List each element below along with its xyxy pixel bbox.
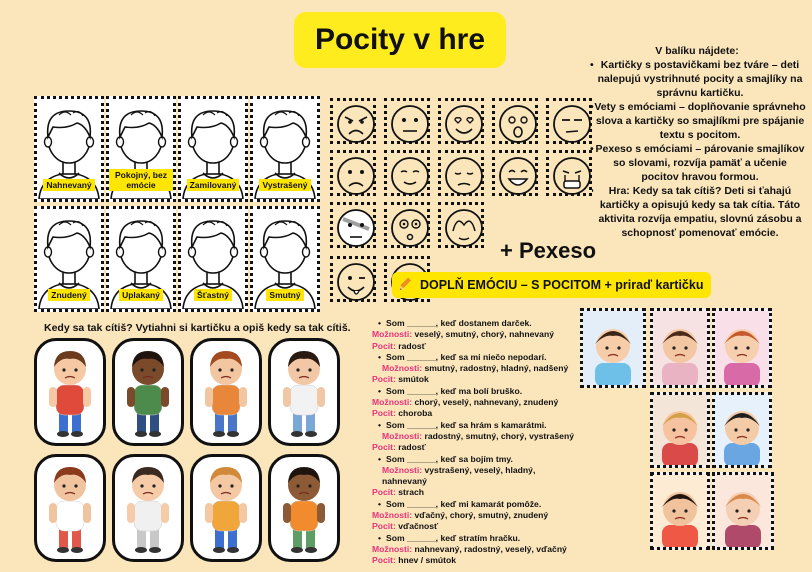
faceless-card-label [253,175,317,193]
scared-face-icon [497,103,539,145]
child-portrait-icon [653,395,707,465]
emotion-feeling [372,408,582,419]
emoji-card[interactable] [438,202,484,248]
emotion-kid-card[interactable] [190,454,262,562]
emotion-label: Vystrašený [259,179,310,191]
emotion-sentence: • Som ______, keď stratím hračku. [372,533,582,544]
angry-face-icon [335,103,377,145]
child-illustration-icon [271,457,337,559]
feeling-value: strach [398,487,425,498]
emoji-card[interactable] [384,150,430,196]
child-portrait-icon [653,475,707,547]
emotion-sentence: • Som ______, keď dostanem darček. [372,318,582,329]
emotion-sentence: • Som ______, keď sa hrám s kamarátmi. [372,420,582,431]
emotion-sentence: • Som ______, keď sa mi niečo nepodarí. [372,352,582,363]
emotion-sentences [372,318,582,567]
page-title [294,12,506,68]
child-illustration-icon [115,457,181,559]
emotion-feeling [372,487,582,498]
faceless-cards-grid [34,96,320,312]
feeling-label: Pocit: [372,408,396,419]
emoji-card[interactable] [330,150,376,196]
faceless-card-scared[interactable] [250,96,320,202]
emotion-options [372,544,582,555]
shocked-face-icon [389,207,431,249]
emotion-options [372,465,582,488]
emotion-label: Uplakaný [119,289,163,301]
emotion-kid-card[interactable] [268,338,340,446]
crying-face-icon [551,155,593,197]
child-portrait-icon [715,311,769,385]
bored-face-icon [551,103,593,145]
emotion-label: Šťastný [194,289,232,301]
feeling-label: Pocit: [372,487,396,498]
emoji-card[interactable] [546,98,592,144]
faceless-card-label [181,175,245,193]
love-eyes-face-icon [443,103,485,145]
emotion-label: Znudený [48,289,89,301]
options-label: Možnosti: [372,397,413,408]
emotion-photo-card[interactable] [580,308,646,388]
facepalm-face-icon [443,207,485,249]
emotion-photo-card[interactable] [650,472,710,550]
emoji-card[interactable] [384,98,430,144]
emoji-card[interactable] [492,150,538,196]
emotion-label: Nahnevaný [43,179,94,191]
emotion-feeling [372,521,582,532]
faceless-card-label [109,169,173,193]
emotion-photo-card[interactable] [650,392,710,468]
feeling-value: hnev / smútok [398,555,457,566]
emotion-label: Zamilovaný [187,179,240,191]
emotion-sentence: • Som ______, keď sa bojím tmy. [372,454,582,465]
info-heading: V balíku nájdete: [655,45,739,57]
emotion-photo-card[interactable] [712,308,772,388]
emoji-card[interactable] [438,98,484,144]
options-label: Možnosti: [382,430,423,441]
options-value: chorý, veselý, nahnevaný, znudený [414,397,559,408]
emotion-kid-card[interactable] [268,454,340,562]
emoji-card[interactable] [330,256,376,302]
faceless-card-label [37,175,101,193]
emotion-feeling [372,555,582,566]
feeling-label: Pocit: [372,442,396,453]
emotion-options [372,510,582,521]
child-portrait-icon [653,311,707,385]
fill-emotion-title: DOPLŇ EMÓCIU – S POCITOM + priraď kartičku [420,278,704,292]
options-label: Možnosti: [382,464,423,475]
feeling-label: Pocit: [372,374,396,385]
options-label: Možnosti: [372,329,413,340]
faceless-card-calm[interactable] [106,96,176,202]
page-title-text: Pocity v hre [314,23,486,56]
faceless-card-angry[interactable] [34,96,104,202]
emotion-sentence: • Som ______, keď ma bolí bruško. [372,386,582,397]
feeling-label: Pocit: [372,340,396,351]
child-portrait-icon [715,395,769,465]
info-list [588,58,806,240]
options-value: smutný, radostný, hladný, nadšený [424,363,569,374]
child-portrait-icon [715,475,771,547]
child-illustration-icon [37,457,103,559]
child-illustration-icon [115,341,181,443]
faceless-card-label [109,285,173,303]
faceless-card-label [37,285,101,303]
child-illustration-icon [193,341,259,443]
calm-face-icon [389,155,431,197]
options-value: veselý, smutný, chorý, nahnevaný [414,329,554,340]
options-value: nahnevaný, radostný, veselý, vďačný [414,543,567,554]
feeling-label: Pocit: [372,521,396,532]
emoji-card[interactable] [438,150,484,196]
options-label: Možnosti: [382,363,423,374]
hurt-face-icon [335,207,377,249]
options-label: Možnosti: [372,543,413,554]
pexeso-label: + Pexeso [500,238,597,263]
emoji-card[interactable] [546,150,592,196]
info-item: • Hra: Kedy sa tak cítiš? Deti si ťahajú kartičky a opisujú kedy sa tak cítia. Táto aktivita rozvíja empatiu, slovnú zásobu a schopnosť pomenovať emócie. [588,184,806,240]
options-value: radostný, smutný, chorý, vystrašený [424,430,574,441]
emotion-photo-card[interactable] [650,308,710,388]
emoji-card[interactable] [384,202,430,248]
sad-face-icon [335,155,377,197]
faceless-card-crying[interactable] [106,206,176,312]
emotion-kid-card[interactable] [34,454,106,562]
emotion-photo-card[interactable] [712,392,772,468]
faceless-card-label [253,285,317,303]
emotion-feeling [372,374,582,385]
emotion-sentence: • Som ______, keď mi kamarát pomôže. [372,499,582,510]
child-illustration-icon [37,341,103,443]
emotion-options [372,329,582,340]
feeling-label: Pocit: [372,555,396,566]
child-illustration-icon [271,341,337,443]
faceless-card-happy[interactable] [178,206,248,312]
faceless-card-label [181,285,245,303]
info-item: • Vety s emóciami – doplňovanie správneho slova a kartičky so smajlíkmi pre spájanie textu s pocitom. [588,100,806,142]
emoji-card[interactable] [330,202,376,248]
faceless-card-bored[interactable] [34,206,104,312]
package-info [588,44,806,240]
emotion-feeling [372,341,582,352]
emotion-options [372,397,582,408]
emotion-photo-card[interactable] [712,472,774,550]
emotion-kid-card[interactable] [190,338,262,446]
emotion-kid-card[interactable] [34,338,106,446]
faceless-card-sad[interactable] [250,206,320,312]
feeling-value: choroba [398,408,433,419]
options-value: vystrašený, veselý, hladný, nahnevaný [382,464,536,487]
neutral-face-icon [389,103,431,145]
child-illustration-icon [193,457,259,559]
child-portrait-icon [583,311,643,385]
emotion-options [372,363,582,374]
feeling-value: vďačnosť [398,521,439,532]
info-item: • Pexeso s emóciami – párovanie smajlíkov so slovami, rozvíja pamäť a učenie pocitov hravou formou. [588,142,806,184]
emotion-options [372,431,582,442]
fill-emotion-banner [392,272,711,298]
emoji-card[interactable] [492,98,538,144]
emotion-label: Smutný [266,289,303,301]
emoji-card[interactable] [330,98,376,144]
feeling-value: smútok [398,374,429,385]
silly-face-icon [335,261,377,303]
emotion-feeling [372,442,582,453]
options-label: Možnosti: [372,510,413,521]
emotion-kid-card[interactable] [112,454,184,562]
sad-calm-face-icon [443,155,485,197]
emotion-kid-card[interactable] [112,338,184,446]
options-value: vďačný, chorý, smutný, znudený [414,510,549,521]
info-item: • Kartičky s postavičkami bez tváre – deti nalepujú vystrihnuté pocity a smajlíky na správnu kartičku. [588,58,806,100]
feeling-value: radosť [398,442,426,453]
faceless-card-in-love[interactable] [178,96,248,202]
when-do-you-feel-title: Kedy sa tak cítiš? Vytiahni si kartičku a opiš kedy sa tak cítiš. [44,322,351,334]
feeling-value: radosť [398,340,426,351]
pencil-icon [398,276,414,295]
emotion-label: Pokojný, bez emócie [109,169,173,191]
happy-tongue-face-icon [497,155,539,197]
